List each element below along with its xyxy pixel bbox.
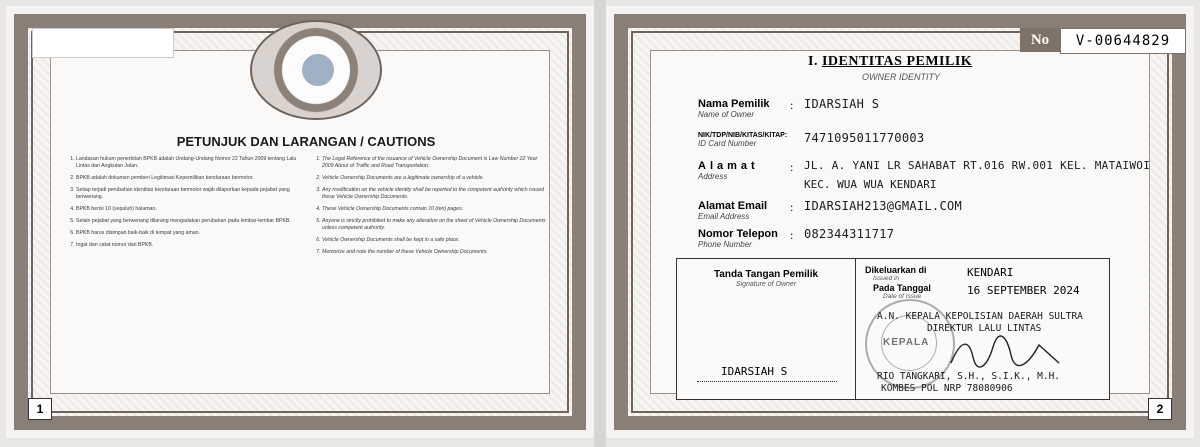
issued-in-value: KENDARI	[967, 266, 1014, 279]
box-divider	[855, 259, 856, 399]
cautions-english-column	[312, 156, 548, 261]
field-value: 7471095011770003	[804, 131, 925, 145]
officer-name: RIO TANGKARI, S.H., S.I.K., M.H.	[877, 371, 1061, 382]
emblem-core-icon	[300, 52, 336, 88]
doc-number-label: No	[1020, 28, 1060, 52]
owner-signature-name: IDARSIAH S	[721, 365, 788, 378]
field-sublabel: Name of Owner	[698, 110, 755, 119]
field-value-line2: KEC. WUA WUA KENDARI	[804, 178, 937, 191]
section-subtitle: OWNER IDENTITY	[862, 72, 940, 82]
signature-line	[697, 381, 837, 382]
caution-item-id: 2. BPKB adalah dokumen pemberi Legitimasi Kepemilikan kendaraan bermotor.	[76, 175, 302, 182]
redacted-area	[32, 28, 174, 58]
stamp-text: KEPALA	[883, 337, 930, 348]
caution-item-en: 6. Vehicle Ownership Documents shall be kept in a safe place.	[322, 237, 548, 244]
caution-item-en: 7. Memorize and note the number of these Vehicle Ownership Documents.	[322, 249, 548, 256]
field-sublabel: Phone Number	[698, 240, 752, 249]
section-title	[808, 54, 972, 70]
field-colon: :	[790, 98, 794, 112]
issued-in-sublabel: Issued in	[873, 275, 900, 282]
page-number-left: 1	[28, 398, 52, 420]
caution-item-id: 6. BPKB harus disimpan baik-baik di tempat yang aman.	[76, 230, 302, 237]
caution-item-en: 2. Vehicle Ownership Documents are a legitimate ownership of a vehicle.	[322, 175, 548, 182]
officer-rank: KOMBES POL NRP 78080906	[881, 383, 1013, 394]
caution-item-en: 1. The Legal Reference of the issuance of Vehicle Ownership Document is Law Number 22 Year 2009 About of Traffic and Road Transportation.	[322, 156, 548, 170]
field-colon: :	[790, 228, 794, 242]
field-label: NIK/TDP/NIB/KITAS/KITAP:	[698, 132, 788, 139]
issued-in-label: Dikeluarkan di	[865, 265, 927, 275]
issue-date-sublabel: Date of Issue	[883, 293, 922, 300]
field-colon: :	[790, 200, 794, 214]
caution-item-id: 4. BPKB berisi 10 (sepuluh) halaman.	[76, 206, 302, 213]
field-label: Alamat	[698, 160, 759, 172]
issue-date-label: Pada Tanggal	[873, 283, 931, 293]
field-label: Nama Pemilik	[698, 98, 770, 110]
signature-issuance-box	[676, 258, 1110, 400]
field-sublabel: ID Card Number	[698, 139, 757, 148]
issue-date-value: 16 SEPTEMBER 2024	[967, 284, 1080, 297]
book-gutter	[594, 0, 606, 447]
caution-item-id: 5. Selain pejabat yang berwenang dilarang mengadakan perubahan pada lembar-lembar BPKB.	[76, 218, 302, 225]
doc-number-value: V-00644829	[1060, 28, 1186, 54]
field-value: IDARSIAH213@GMAIL.COM	[804, 199, 963, 213]
caution-item-en: 4. These Vehicle Ownership Documents contain 10 (ten) pages.	[322, 206, 548, 213]
field-value: IDARSIAH S	[804, 97, 880, 111]
cautions-title: PETUNJUK DAN LARANGAN / CAUTIONS	[176, 134, 436, 149]
field-label: Alamat Email	[698, 200, 768, 212]
field-owner-name	[698, 98, 1178, 128]
field-sublabel: Email Address	[698, 212, 750, 221]
field-email	[698, 200, 1178, 230]
caution-item-en: 3. Any modification on the vehicle identity shall be reported to the competent authority which issued these Vehicle Ownership Documents.	[322, 187, 548, 201]
field-value: JL. A. YANI LR SAHABAT RT.016 RW.001 KEL. MATAIWOI	[804, 159, 1151, 172]
field-id-number	[698, 132, 1178, 162]
authority-line-1: A.N. KEPALA KEPOLISIAN DAERAH SULTRA	[877, 311, 1083, 322]
field-phone	[698, 228, 1178, 258]
section-number: I.	[808, 54, 818, 69]
field-address	[698, 160, 1178, 196]
owner-signature-sublabel: Signature of Owner	[735, 281, 797, 288]
field-colon: :	[790, 160, 794, 174]
owner-signature-label: Tanda Tangan Pemilik	[713, 269, 819, 280]
caution-item-id: 3. Setiap terjadi perubahan identitas kendaraan bermotor wajib dilaporkan kepada pejabat yang berwenang.	[76, 187, 302, 201]
field-sublabel: Address	[698, 172, 728, 181]
right-page	[606, 6, 1194, 438]
caution-item-id: 7. Ingat dan catat nomor dari BPKB.	[76, 242, 302, 249]
section-title-text: IDENTITAS PEMILIK	[821, 54, 973, 69]
page-number-right: 2	[1148, 398, 1172, 420]
caution-item-en: 5. Anyone is strictly prohibited to make any alteration on the sheet of Vehicle Ownership Documents unless competent authority.	[322, 218, 548, 232]
officer-handwritten-signature	[947, 333, 1067, 373]
left-page	[6, 6, 594, 438]
field-value: 082344311717	[804, 227, 895, 241]
field-label: Nomor Telepon	[698, 228, 778, 240]
cautions-indonesian-column	[66, 156, 302, 254]
caution-item-id: 1. Landasan hukum penerbitan BPKB adalah Undang-Undang Nomor 22 Tahun 2009 tentang Lalu Lintas dan Angkutan Jalan.	[76, 156, 302, 170]
authority-line-2: DIREKTUR LALU LINTAS	[927, 323, 1042, 334]
police-emblem-seal	[250, 20, 382, 120]
